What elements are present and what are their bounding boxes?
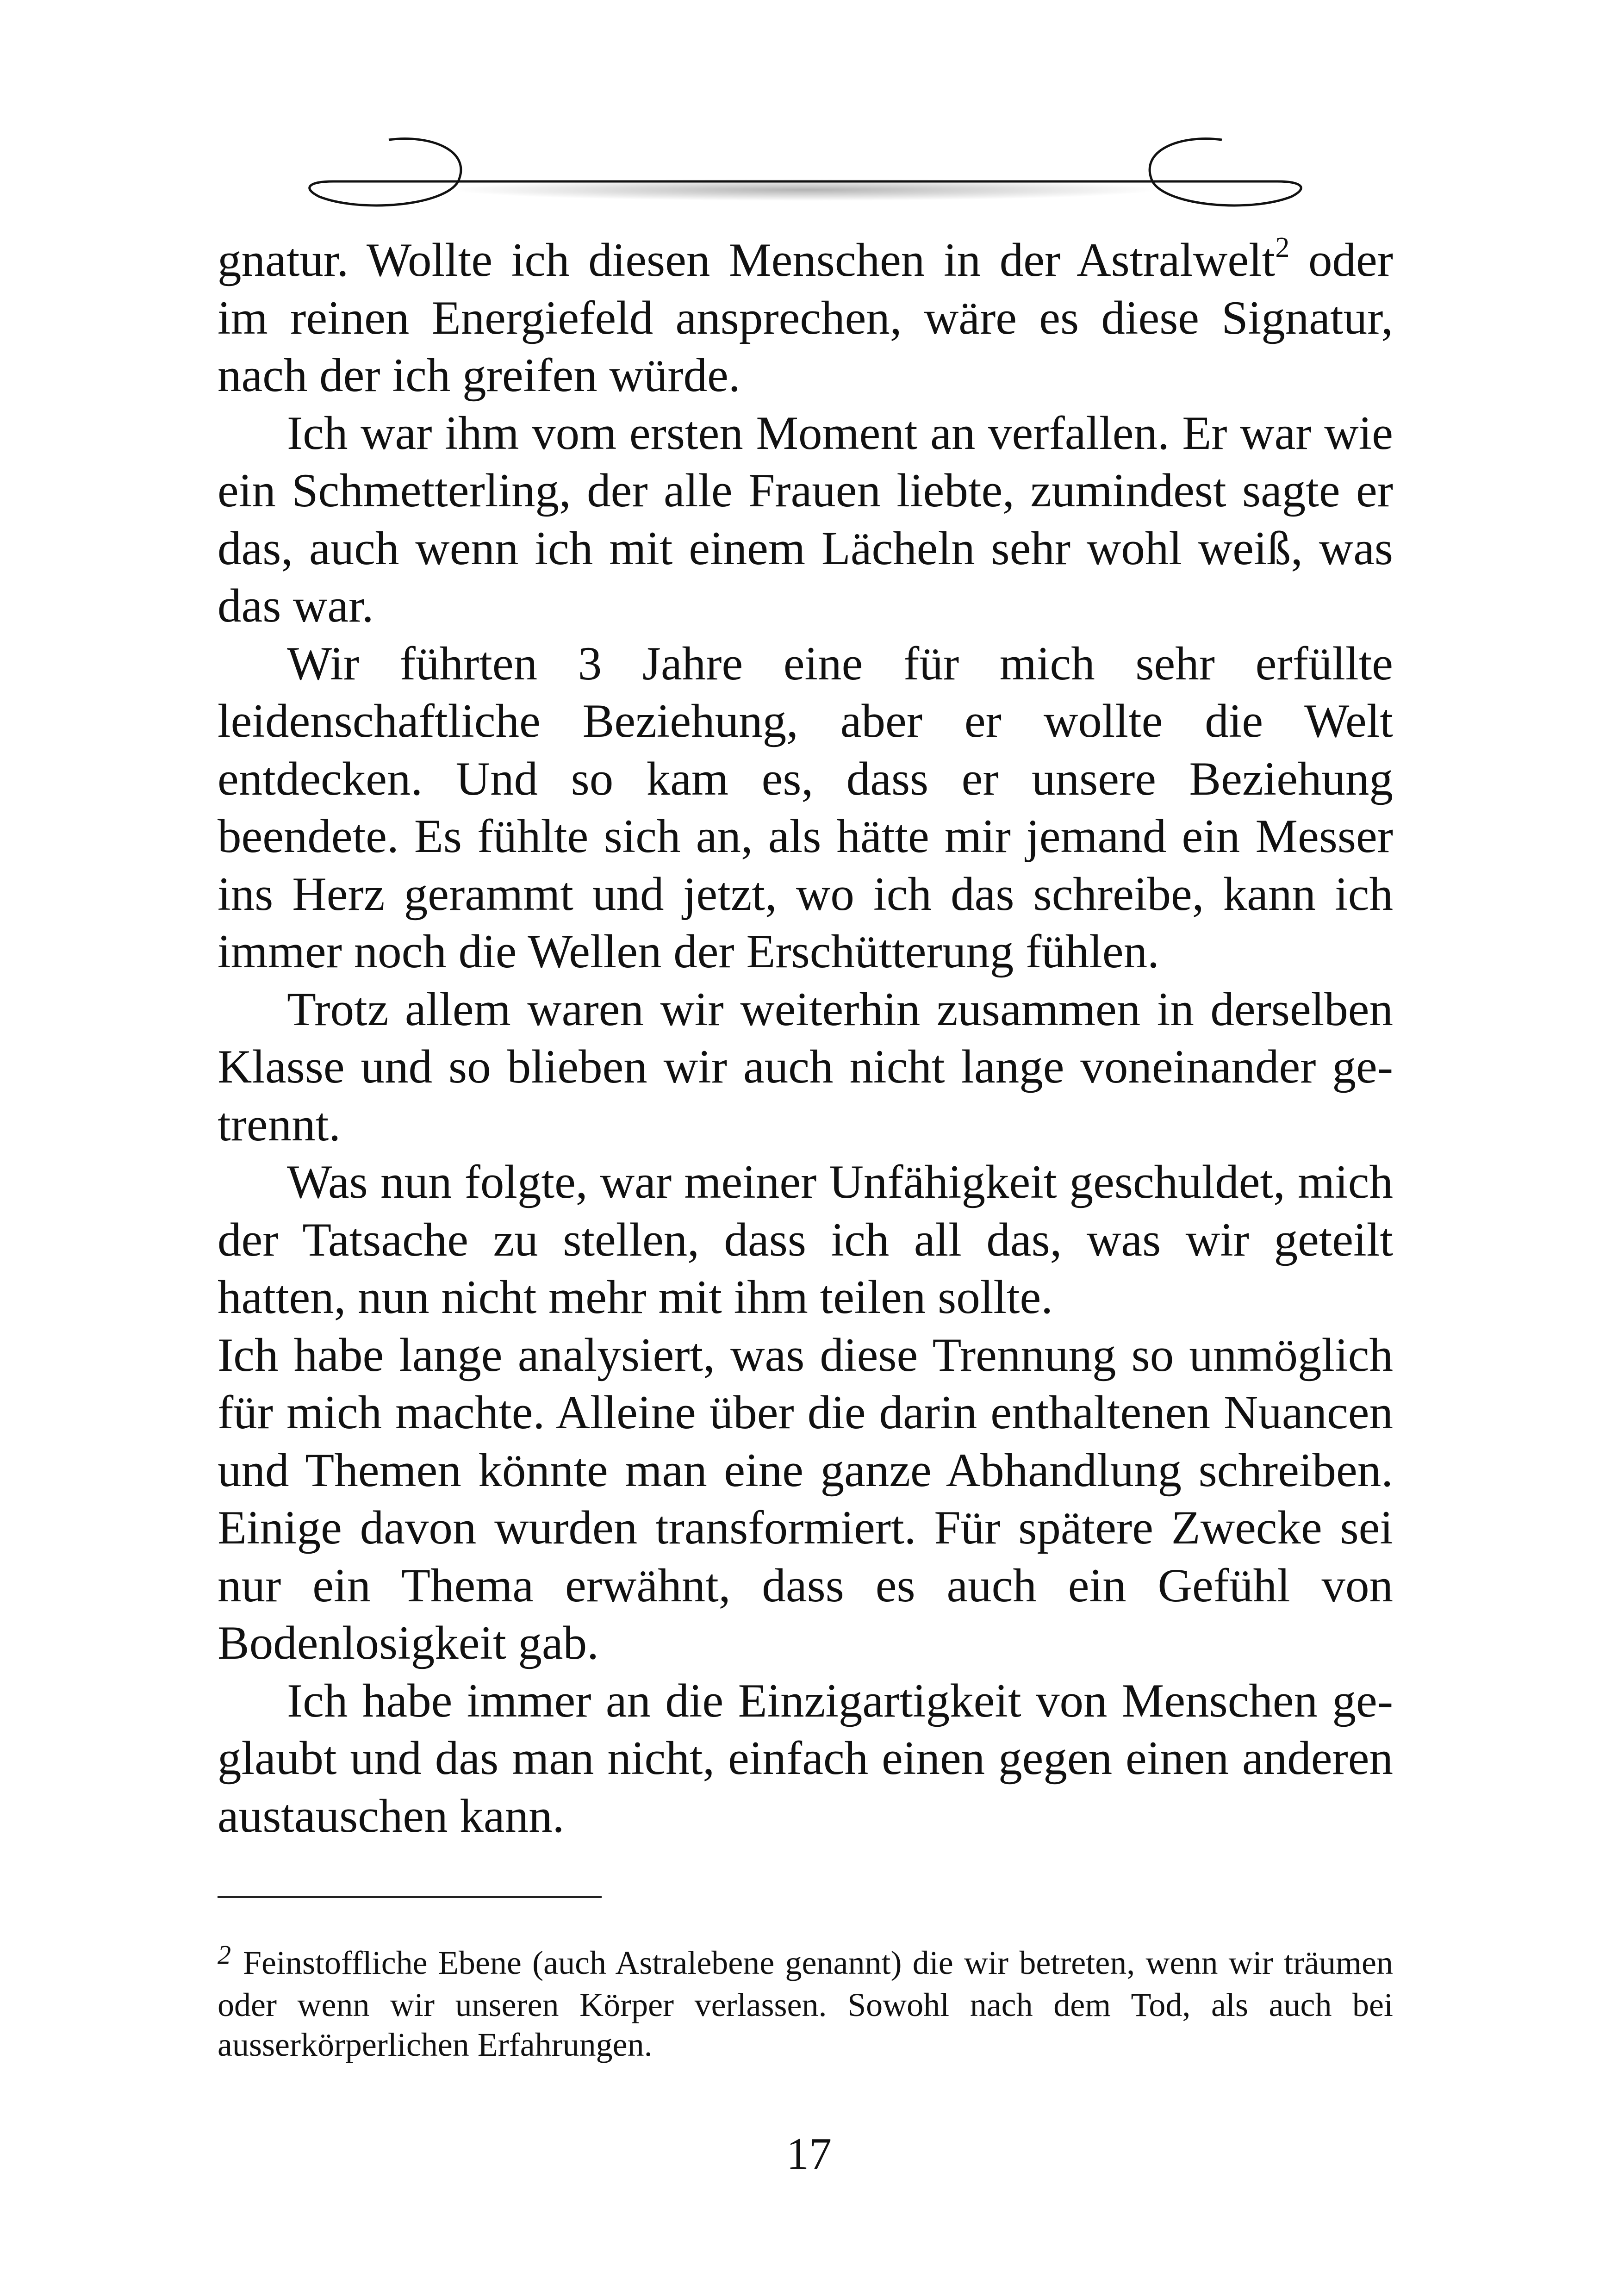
- paragraph-1-text-after: oder im reinen Energiefeld ansprechen, wäre es diese Signatur, nach der ich greifen würde.: [218, 234, 1393, 402]
- header-ornament: [305, 130, 1305, 231]
- footnote-text: Feinstoffliche Ebene (auch Astralebene genannt) die wir betreten, wenn wir träumen oder wenn wir unseren Körper verlassen. Sowohl nach dem Tod, als auch bei ausserkörperlichen Erfahrungen.: [218, 1944, 1393, 2063]
- ornament-left-hook: [310, 139, 463, 205]
- footnote: [218, 1940, 1393, 2065]
- page-number: 17: [786, 2129, 832, 2179]
- paragraph-1-text-before: gnatur. Wollte ich diesen Menschen in der Astralwelt: [218, 234, 1276, 286]
- paragraph-5: Was nun folgte, war meiner Unfähigkeit geschuldet, mich der Tatsache zu stellen, dass ich all das, was wir geteilt hatten, nun nicht mehr mit ihm teilen sollte.: [218, 1156, 1393, 1324]
- paragraph-2: Ich war ihm vom ersten Moment an verfallen. Er war wie ein Schmetterling, der alle Frauen liebte, zumindest sagte er das, auch wenn ich mit einem Lächeln sehr wohl weiß, was das war.: [218, 406, 1393, 632]
- footnote-number: 2: [218, 1940, 231, 1970]
- footnote-reference[interactable]: 2: [1275, 231, 1290, 263]
- ornament-right-hook: [1148, 139, 1301, 205]
- paragraph-6: Ich habe lange analysiert, was diese Trennung so unmöglich für mich machte. Alleine über die darin enthaltenen Nuancen und Themen könnte man eine ganze Abhandlung schreiben. Einige davon wurden transformiert. Für spätere Zwecke sei nur ein Thema erwähnt, dass es auch ein Gefühl von Bodenlosigkeit gab.: [218, 1328, 1393, 1669]
- footnote-separator: [218, 1896, 602, 1898]
- paragraph-4: Trotz allem waren wir weiterhin zusammen in derselben Klasse und so blieben wir auch nicht lange voneinander getrennt.: [218, 983, 1393, 1151]
- paragraph-1: [218, 231, 1393, 404]
- paragraph-7: Ich habe immer an die Einzigartigkeit von Menschen geglaubt und das man nicht, einfach einen gegen einen anderen austauschen kann.: [218, 1674, 1393, 1842]
- body-text: [218, 231, 1393, 1845]
- paragraph-3: Wir führten 3 Jahre eine für mich sehr erfüllte leidenschaftliche Beziehung, aber er wollte die Welt entdecken. Und so kam es, dass er unsere Beziehung beendete. Es fühlte sich an, als hätte mir jemand ein Messer ins Herz gerammt und jetzt, wo ich das schreibe, kann ich immer noch die Wellen der Erschütterung fühlen.: [218, 637, 1393, 978]
